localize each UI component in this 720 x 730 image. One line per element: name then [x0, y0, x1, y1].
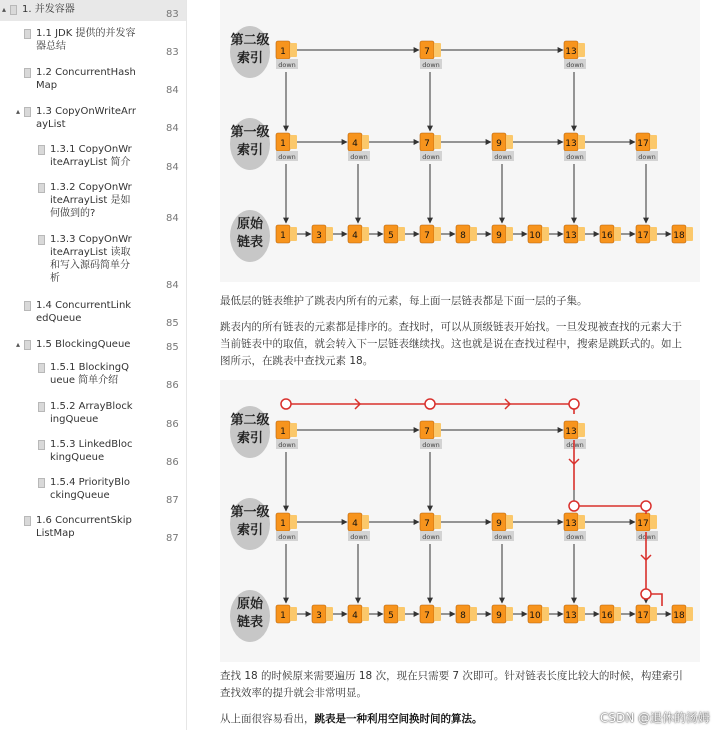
down-label: down: [566, 441, 584, 449]
base-row-label: 原始: [236, 597, 264, 612]
base-node: [564, 605, 585, 623]
node-value: 9: [496, 519, 502, 529]
toc-item-label: 1.5.2 ArrayBlockingQueue: [50, 401, 133, 425]
toc-item-label: 1.1 JDK 提供的并发容器总结: [36, 28, 136, 52]
toc-item[interactable]: [0, 335, 186, 356]
search-path-node: [425, 399, 435, 409]
toc-item[interactable]: [0, 102, 186, 136]
toc-item-page: 84: [166, 213, 179, 224]
level2-row-label: 第二级: [230, 413, 270, 428]
bookmark-icon: [38, 183, 45, 193]
level1-node: [348, 133, 370, 161]
level1-node: [276, 133, 298, 161]
node-value: 10: [529, 611, 541, 621]
node-value: 4: [352, 611, 358, 621]
down-label: down: [278, 61, 296, 69]
node-value: 5: [388, 611, 394, 621]
down-label: down: [278, 153, 296, 161]
conclusion-prefix: 从上面很容易看出，: [220, 713, 315, 725]
base-node: [528, 605, 549, 623]
down-label: down: [494, 533, 512, 541]
expand-caret-icon[interactable]: ▴: [16, 340, 21, 349]
bookmark-icon: [38, 402, 45, 412]
toc-item[interactable]: [0, 140, 186, 174]
node-value: 4: [352, 519, 358, 529]
bookmark-icon: [24, 301, 31, 311]
bookmark-icon: [10, 5, 17, 15]
level1-node: [420, 133, 442, 161]
node-value: 9: [496, 611, 502, 621]
node-value: 18: [673, 611, 685, 621]
search-path-node: [281, 399, 291, 409]
node-value: 7: [424, 47, 430, 57]
toc-item[interactable]: [0, 63, 186, 97]
toc-item[interactable]: [0, 0, 186, 21]
down-label: down: [422, 441, 440, 449]
node-value: 17: [637, 231, 649, 241]
node-value: 9: [496, 231, 502, 241]
node-value: 3: [316, 231, 322, 241]
toc-item-label: 1.4 ConcurrentLinkedQueue: [36, 300, 132, 324]
node-value: 17: [637, 519, 649, 529]
toc-item-label: 1.5.1 BlockingQueue 简单介绍: [50, 362, 130, 386]
down-label: down: [638, 153, 656, 161]
toc-item-label: 1. 并发容器: [22, 4, 75, 15]
skiplist-diagram: [220, 0, 700, 282]
level2-node: [276, 421, 298, 449]
node-value: 13: [565, 139, 577, 149]
down-label: down: [278, 441, 296, 449]
toc-item[interactable]: [0, 178, 186, 225]
toc-item-page: 84: [166, 123, 179, 134]
node-value: 3: [316, 611, 322, 621]
node-value: 7: [424, 231, 430, 241]
toc-item-page: 86: [166, 457, 179, 468]
node-value: 13: [565, 519, 577, 529]
level1-row-label: 第一级: [230, 125, 270, 140]
base-row-label: 链表: [236, 615, 264, 630]
toc-item[interactable]: [0, 435, 186, 469]
down-label: down: [422, 153, 440, 161]
search-path: [574, 506, 646, 514]
node-value: 4: [352, 231, 358, 241]
search-path-node: [569, 501, 579, 511]
base-row-label: 链表: [236, 235, 264, 250]
paragraph-lowest-level: 最低层的链表维护了跳表内所有的元素，每上面一层链表都是下面一层的子集。: [220, 295, 588, 307]
toc-item-page: 85: [166, 342, 179, 353]
toc-item[interactable]: [0, 397, 186, 431]
toc-item-label: 1.3 CopyOnWriteArrayList: [36, 106, 136, 130]
down-label: down: [422, 533, 440, 541]
base-node: [420, 225, 441, 243]
toc-item[interactable]: [0, 358, 186, 392]
level1-node: [564, 133, 586, 161]
level2-row-label: 索引: [236, 431, 264, 446]
down-label: down: [350, 153, 368, 161]
base-node: [528, 225, 549, 243]
down-label: down: [278, 533, 296, 541]
level2-node: [564, 41, 586, 69]
node-value: 13: [565, 611, 577, 621]
base-node: [276, 605, 297, 623]
bookmark-icon: [38, 145, 45, 155]
base-node: [492, 225, 513, 243]
toc-item-label: 1.5.4 PriorityBlockingQueue: [50, 477, 130, 501]
down-label: down: [422, 61, 440, 69]
level1-row-label: 第一级: [230, 505, 270, 520]
node-value: 17: [637, 139, 649, 149]
toc-item[interactable]: [0, 511, 186, 545]
paragraph-search-cost: 查找 18 的时候原来需要遍历 18 次，现在只需要 7 次即可。针对链表长度比较大的时候，构建索引查找效率的提升就会非常明显。: [220, 670, 683, 699]
toc-item-page: 85: [166, 318, 179, 329]
base-node: [276, 225, 297, 243]
toc-item[interactable]: [0, 230, 186, 290]
base-node: [636, 605, 657, 623]
bookmark-icon: [24, 107, 31, 117]
level1-node: [636, 513, 658, 541]
down-label: down: [566, 153, 584, 161]
level1-row-label: 索引: [236, 143, 264, 158]
down-label: down: [350, 533, 368, 541]
node-value: 13: [565, 231, 577, 241]
conclusion-bold: 跳表是一种利用空间换时间的算法。: [314, 713, 483, 725]
toc-item-page: 84: [166, 280, 179, 291]
node-value: 8: [460, 611, 466, 621]
node-value: 7: [424, 611, 430, 621]
bookmark-icon: [38, 235, 45, 245]
toc-item-label: 1.5 BlockingQueue: [36, 339, 131, 350]
base-node: [384, 225, 405, 243]
base-node: [672, 605, 693, 623]
base-node: [348, 225, 369, 243]
toc-item-page: 86: [166, 419, 179, 430]
node-value: 13: [565, 427, 577, 437]
bookmark-icon: [24, 68, 31, 78]
toc-item-label: 1.5.3 LinkedBlockingQueue: [50, 439, 133, 463]
down-label: down: [494, 153, 512, 161]
skiplist-search-diagram: [220, 380, 700, 662]
expand-caret-icon[interactable]: ▴: [16, 107, 21, 116]
node-value: 1: [280, 427, 286, 437]
level1-node: [564, 513, 586, 541]
level2-node: [564, 421, 586, 449]
level2-node: [420, 421, 442, 449]
skiplist-diagram-svg: [220, 0, 700, 282]
node-value: 10: [529, 231, 541, 241]
node-value: 9: [496, 139, 502, 149]
level2-row-label: 索引: [236, 51, 264, 66]
node-value: 1: [280, 47, 286, 57]
base-node: [456, 605, 477, 623]
node-value: 13: [565, 47, 577, 57]
bookmark-icon: [38, 478, 45, 488]
search-path-node: [641, 589, 651, 599]
level1-node: [492, 133, 514, 161]
base-node: [600, 605, 621, 623]
bookmark-icon: [38, 363, 45, 373]
node-value: 1: [280, 519, 286, 529]
skiplist-search-diagram-svg: [220, 380, 700, 662]
base-node: [600, 225, 621, 243]
toc-item-page: 87: [166, 495, 179, 506]
level1-node: [492, 513, 514, 541]
toc-item-page: 83: [166, 9, 179, 20]
toc-item-page: 84: [166, 85, 179, 96]
base-node: [312, 225, 333, 243]
down-label: down: [566, 533, 584, 541]
toc-item[interactable]: [0, 473, 186, 507]
level1-node: [420, 513, 442, 541]
bookmark-icon: [24, 29, 31, 39]
node-value: 1: [280, 139, 286, 149]
toc-item-label: 1.6 ConcurrentSkipListMap: [36, 515, 132, 539]
down-label: down: [566, 61, 584, 69]
node-value: 16: [601, 231, 613, 241]
level2-node: [420, 41, 442, 69]
node-value: 5: [388, 231, 394, 241]
paragraph-search-explanation: 跳表内的所有链表的元素都是排序的。查找时，可以从顶级链表开始找。一旦发现被查找的元素大于当前链表中的取值，就会转入下一层链表继续找。这也就是说在查找过程中，搜索是跳跃式的。如上图所示，在跳表中查找元素 18。: [220, 321, 682, 367]
search-path-node: [569, 399, 579, 409]
toc-item-label: 1.3.2 CopyOnWriteArrayList 是如何做到的?: [50, 182, 132, 219]
base-node: [312, 605, 333, 623]
toc-item-page: 83: [166, 47, 179, 58]
base-node: [384, 605, 405, 623]
base-node: [492, 605, 513, 623]
node-value: 7: [424, 427, 430, 437]
base-node: [564, 225, 585, 243]
level2-node: [276, 41, 298, 69]
node-value: 4: [352, 139, 358, 149]
node-value: 1: [280, 611, 286, 621]
toc-item[interactable]: [0, 24, 186, 58]
table-of-contents: [0, 0, 187, 730]
node-value: 7: [424, 519, 430, 529]
toc-item-page: 86: [166, 380, 179, 391]
document-content: [186, 0, 720, 730]
node-value: 17: [637, 611, 649, 621]
base-node: [348, 605, 369, 623]
toc-item-label: 1.3.3 CopyOnWriteArrayList 读取和写入源码简单分析: [50, 234, 132, 284]
down-label: down: [638, 533, 656, 541]
node-value: 16: [601, 611, 613, 621]
node-value: 7: [424, 139, 430, 149]
toc-item-label: 1.2 ConcurrentHashMap: [36, 67, 136, 91]
base-row-label: 原始: [236, 217, 264, 232]
base-node: [456, 225, 477, 243]
watermark: CSDN @退休的汤姆: [599, 711, 710, 725]
toc-item-page: 84: [166, 162, 179, 173]
toc-item[interactable]: [0, 296, 186, 330]
base-node: [672, 225, 693, 243]
search-path-node: [641, 501, 651, 511]
toc-item-label: 1.3.1 CopyOnWriteArrayList 简介: [50, 144, 132, 168]
bookmark-icon: [38, 440, 45, 450]
level1-node: [276, 513, 298, 541]
base-node: [636, 225, 657, 243]
node-value: 8: [460, 231, 466, 241]
bookmark-icon: [24, 516, 31, 526]
level2-row-label: 第二级: [230, 33, 270, 48]
level1-node: [348, 513, 370, 541]
level1-row-label: 索引: [236, 523, 264, 538]
bookmark-icon: [24, 340, 31, 350]
node-value: 1: [280, 231, 286, 241]
level1-node: [636, 133, 658, 161]
node-value: 18: [673, 231, 685, 241]
expand-caret-icon[interactable]: ▴: [2, 5, 7, 14]
base-node: [420, 605, 441, 623]
toc-item-page: 87: [166, 533, 179, 544]
